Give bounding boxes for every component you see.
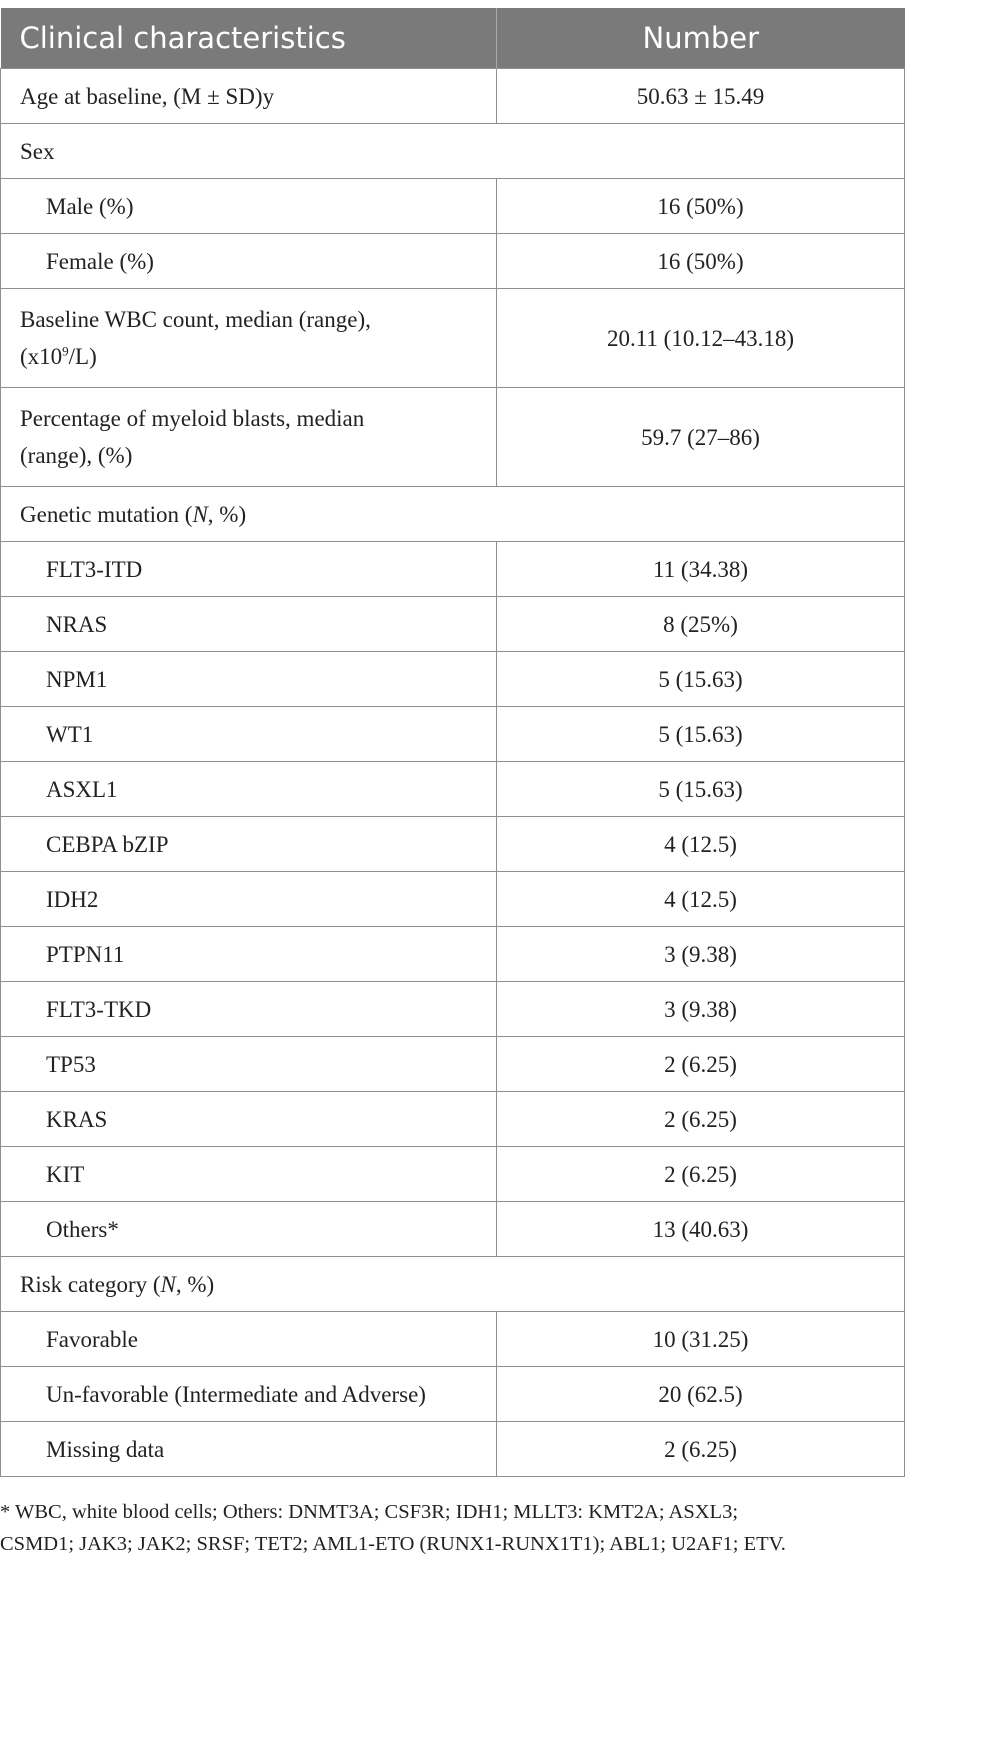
row-value: 20.11 (10.12–43.18) [497,289,905,388]
row-label [1,289,497,388]
footnote-line-2: CSMD1; JAK3; JAK2; SRSF; TET2; AML1-ETO (RUNX1-RUNX1T1); ABL1; U2AF1; ETV. [0,1533,786,1555]
row-value: 3 (9.38) [497,982,905,1037]
row-value: 16 (50%) [497,179,905,234]
section-label-italic: N [160,1271,176,1297]
section-label [1,1257,905,1312]
row-value: 20 (62.5) [497,1367,905,1422]
row-label-line-1: Baseline WBC count, median (range), [20,307,371,332]
row-label: Un-favorable (Intermediate and Adverse) [1,1367,497,1422]
row-value: 13 (40.63) [497,1202,905,1257]
table-row [1,927,905,982]
table-row [1,289,905,388]
table-row [1,69,905,124]
row-value: 2 (6.25) [497,1037,905,1092]
table-row [1,124,905,179]
row-label: WT1 [1,707,497,762]
table-row [1,1312,905,1367]
row-label: Favorable [1,1312,497,1367]
row-value: 2 (6.25) [497,1147,905,1202]
row-value: 2 (6.25) [497,1422,905,1477]
section-label [1,487,905,542]
table-row [1,388,905,487]
table-row [1,762,905,817]
row-label-line-1: Percentage of myeloid blasts, median [20,406,365,431]
row-label: Missing data [1,1422,497,1477]
table-row [1,1367,905,1422]
section-label-italic: N [192,501,208,527]
table-row [1,652,905,707]
section-label-pre: Genetic mutation ( [20,501,193,527]
table-row [1,707,905,762]
row-label-line-2 [20,338,496,375]
row-value: 59.7 (27–86) [497,388,905,487]
row-label: NRAS [1,597,497,652]
table-row [1,487,905,542]
header-clinical-characteristics: Clinical characteristics [1,8,497,69]
table-row [1,179,905,234]
header-number: Number [497,8,905,69]
section-label-post: , %) [175,1271,215,1297]
row-label-line-2-pre: (x10 [20,344,63,369]
row-value: 5 (15.63) [497,707,905,762]
table-row [1,1147,905,1202]
table-row [1,542,905,597]
row-label: Male (%) [1,179,497,234]
table-body [1,69,905,1477]
row-label: Others* [1,1202,497,1257]
table-row [1,1202,905,1257]
clinical-table-container [0,8,904,1477]
table-row [1,1037,905,1092]
row-value: 16 (50%) [497,234,905,289]
row-label [1,388,497,487]
row-value: 4 (12.5) [497,872,905,927]
row-label: KRAS [1,1092,497,1147]
table-row [1,1092,905,1147]
row-label: Age at baseline, (M ± SD)y [1,69,497,124]
footnote-line-1: * WBC, white blood cells; Others: DNMT3A; CSF3R; IDH1; MLLT3: KMT2A; ASXL3; [0,1501,739,1523]
row-value: 5 (15.63) [497,652,905,707]
row-label-superscript: 9 [62,343,69,359]
row-value: 11 (34.38) [497,542,905,597]
row-label: NPM1 [1,652,497,707]
section-label-pre: Risk category ( [20,1271,161,1297]
section-label-post: , %) [207,501,247,527]
clinical-characteristics-table [0,8,905,1477]
row-label-line-2-post: /L) [68,344,97,369]
row-value: 2 (6.25) [497,1092,905,1147]
row-label: FLT3-TKD [1,982,497,1037]
row-value: 5 (15.63) [497,762,905,817]
row-label: KIT [1,1147,497,1202]
table-header-row [1,8,905,69]
table-row [1,817,905,872]
row-label: TP53 [1,1037,497,1092]
row-value: 8 (25%) [497,597,905,652]
table-row [1,597,905,652]
table-row [1,1257,905,1312]
table-row [1,872,905,927]
row-value: 4 (12.5) [497,817,905,872]
table-row [1,1422,905,1477]
row-label: CEBPA bZIP [1,817,497,872]
row-label: Female (%) [1,234,497,289]
footnote [0,1496,960,1560]
row-value: 50.63 ± 15.49 [497,69,905,124]
section-label: Sex [1,124,905,179]
row-label: PTPN11 [1,927,497,982]
row-label: ASXL1 [1,762,497,817]
table-row [1,234,905,289]
row-value: 3 (9.38) [497,927,905,982]
row-label: IDH2 [1,872,497,927]
table-row [1,982,905,1037]
row-label: FLT3-ITD [1,542,497,597]
row-value: 10 (31.25) [497,1312,905,1367]
row-label-line-2: (range), (%) [20,443,133,468]
